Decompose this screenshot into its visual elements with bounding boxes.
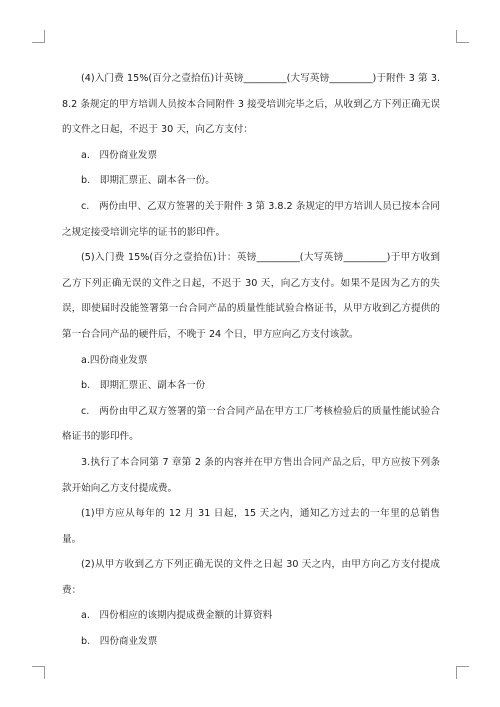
list-item-5a: a.四份商业发票	[81, 354, 148, 366]
list-item-4a: a. 四份商业发票	[81, 149, 158, 161]
list-item-2b: b. 四份商业发票	[81, 636, 158, 648]
crop-mark-bottom-right	[456, 666, 469, 679]
crop-mark-top-left	[32, 30, 45, 43]
document-body	[62, 66, 440, 655]
list-item-5c: c. 两份由甲乙双方签署的第一台合同产品在甲方工厂考核检验后的质量性能试验合格证书的影印件。	[62, 405, 440, 443]
paragraph-royalty-3: 3.执行了本合同第 7 章第 2 条的内容并在甲方售出合同产品之后，甲方应按下列条款开始向乙方支付提成费。	[62, 456, 440, 494]
list-item-5b: b. 即期汇票正、副本各一份	[81, 380, 206, 392]
paragraph-royalty-1: (1)甲方应从每年的 12 月 31 日起，15 天之内，通知乙方过去的一年里的总销售量。	[62, 508, 440, 545]
list-item-2a: a. 四份相应的该期内提成费金额的计算资料	[81, 610, 273, 622]
paragraph-entry-fee-4: (4)入门费 15%(百分之壹拾伍)计英镑_________(大写英镑_________)于附件 3 第 3.8.2 条规定的甲方培训人员按本合同附件 3 接受培训完毕之后，从收到乙方下列正确无误的文件之日起，不迟于 30 天，向乙方支付：	[62, 73, 440, 136]
paragraph-royalty-2: (2)从甲方收到乙方下列正确无误的文件之日起 30 天之内，由甲方向乙方支付提成费：	[62, 559, 440, 596]
paragraph-entry-fee-5: (5)入门费 15%(百分之壹拾伍)计：英镑_________(大写英镑_________)于甲方收到乙方下列正确无误的文件之日起，不迟于 30 天，向乙方支付。如果不是因为乙方的失误，即使届时没能签署第一台合同产品的质量性能试验合格证书，从甲方收到乙方提供的第一台合同产品的硬件后，不晚于 24 个日，甲方应向乙方支付该款。	[62, 252, 440, 340]
crop-mark-top-right	[456, 30, 469, 43]
list-item-4b: b. 即期汇票正、副本各一份。	[81, 175, 215, 187]
list-item-4c: c. 两份由甲、乙双方签署的关于附件 3 第 3.8.2 条规定的甲方培训人员已按本合同之规定接受培训完毕的证书的影印件。	[62, 200, 440, 238]
crop-mark-bottom-left	[32, 666, 45, 679]
